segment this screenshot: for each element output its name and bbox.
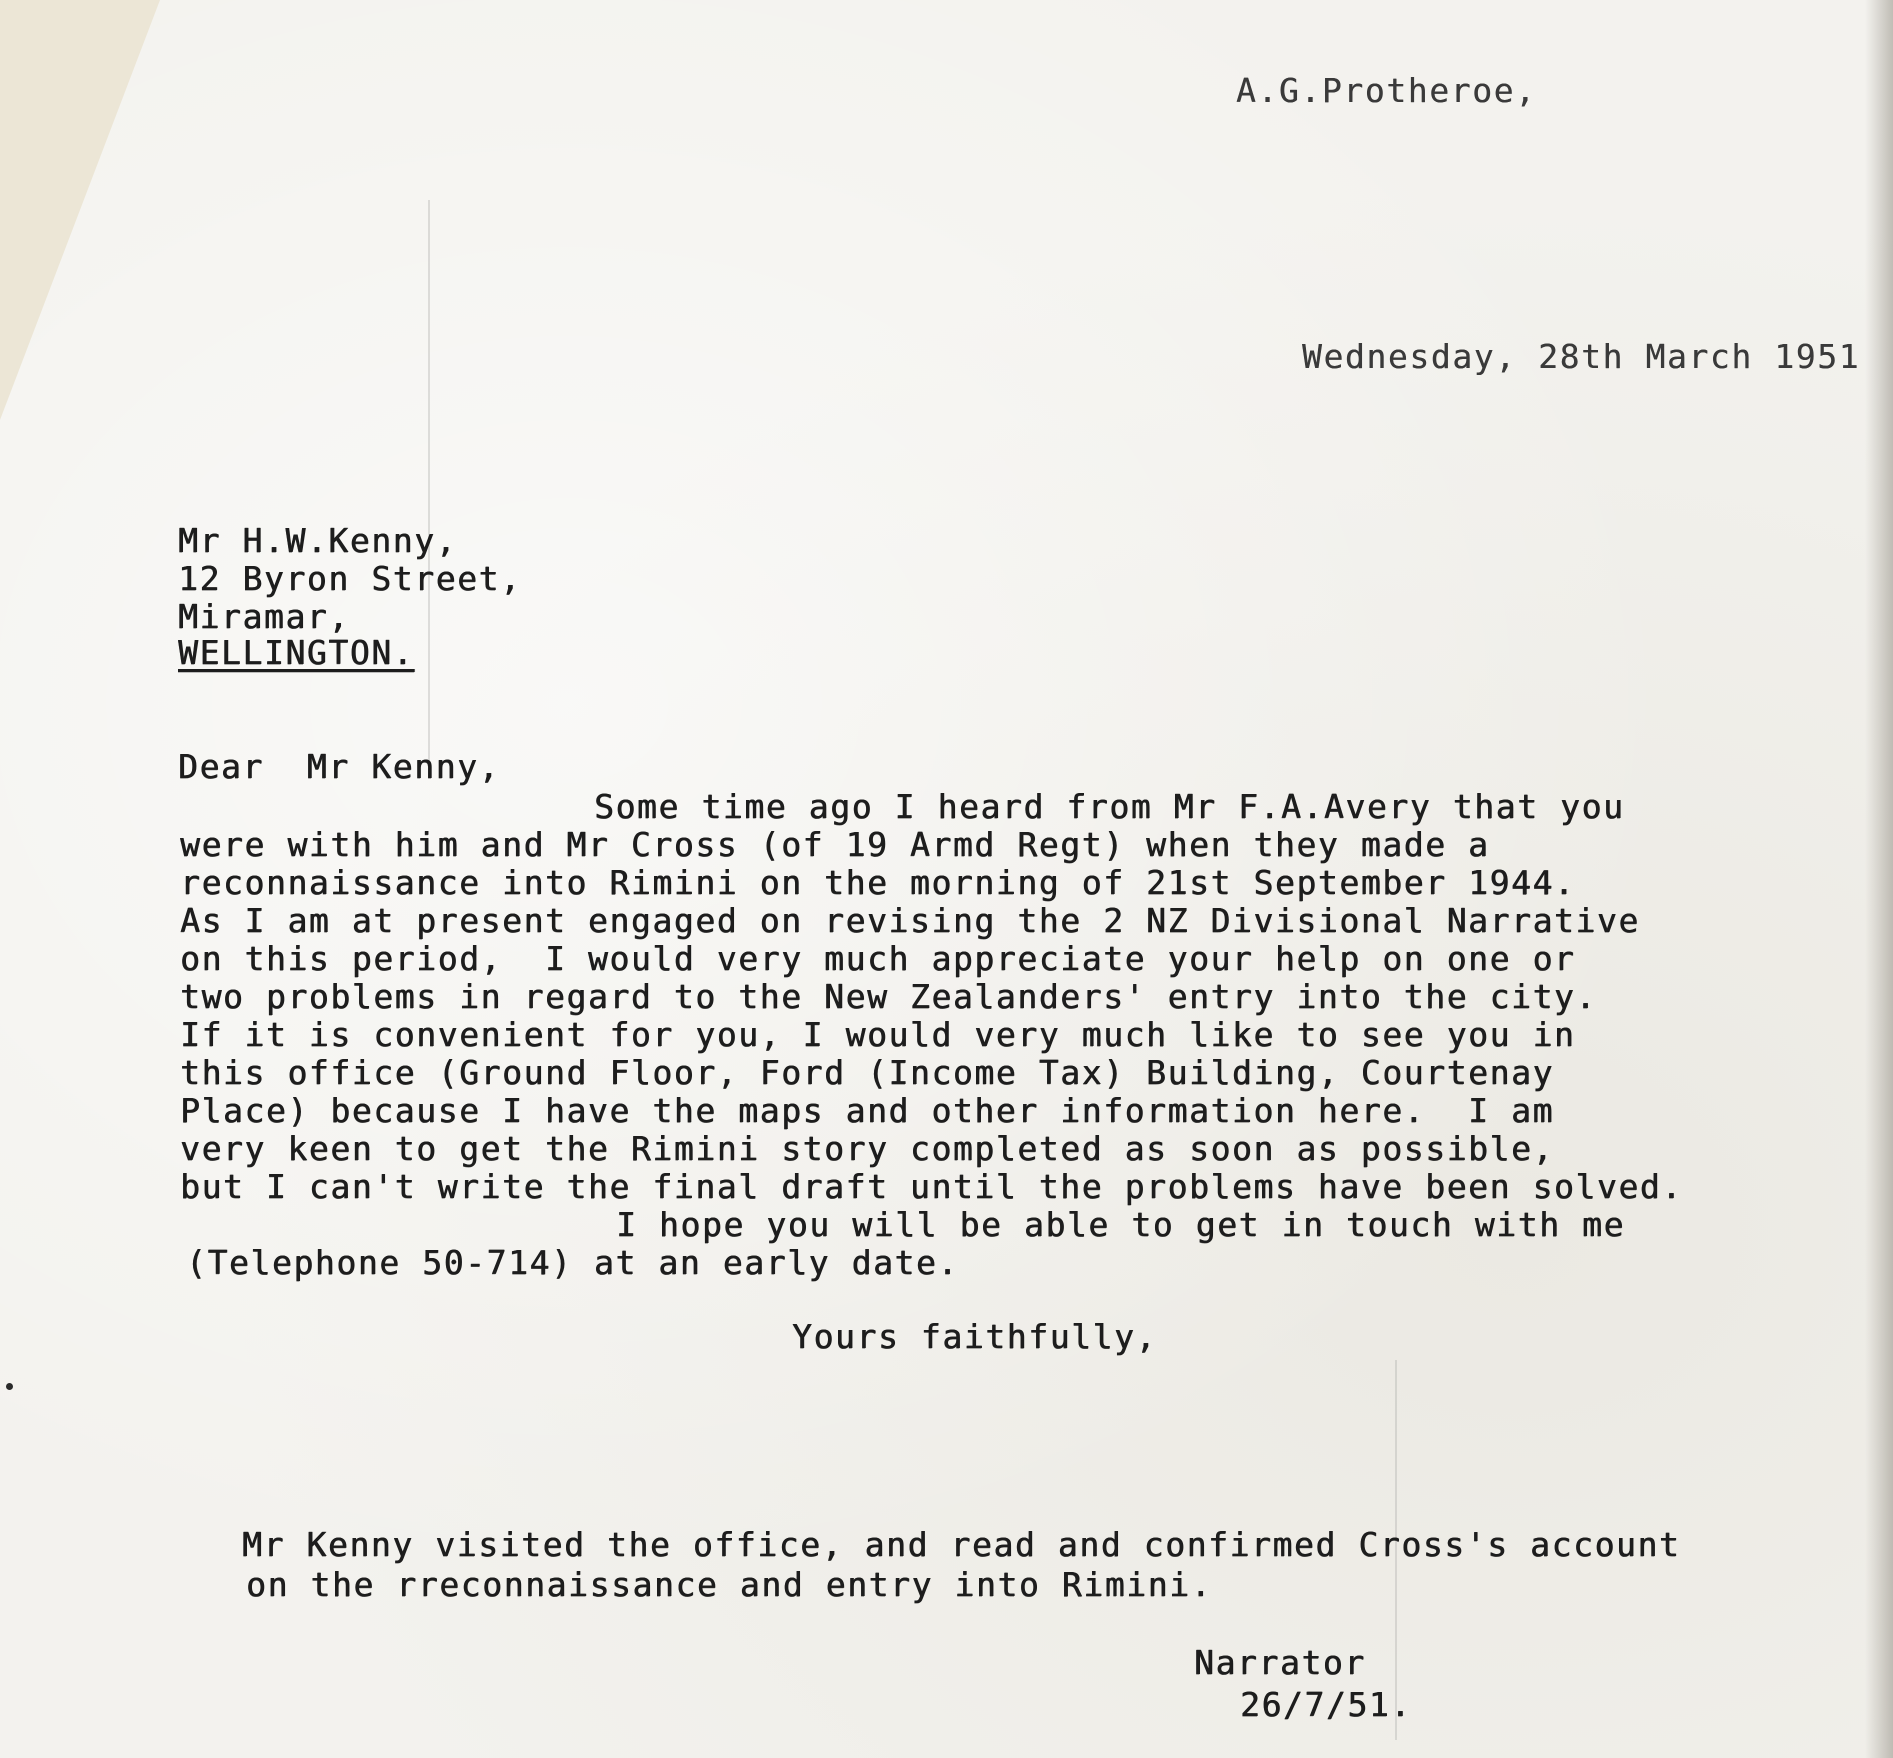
- date-line: Wednesday, 28th March 1951: [1302, 338, 1861, 376]
- paper-crease: [428, 200, 430, 760]
- body-line-5: on this period, I would very much appreciate your help on one or: [180, 939, 1576, 978]
- note-date: 26/7/51.: [1240, 1685, 1412, 1724]
- body-line-2: were with him and Mr Cross (of 19 Armd Regt) when they made a: [180, 825, 1490, 864]
- recipient-suburb: Miramar,: [178, 597, 350, 636]
- paper-right-edge: [1865, 0, 1893, 1758]
- body-line-7: If it is convenient for you, I would very much like to see you in: [180, 1015, 1576, 1054]
- ink-dot: [6, 1383, 13, 1390]
- body-line-4: As I am at present engaged on revising the 2 NZ Divisional Narrative: [180, 901, 1640, 940]
- body-line-6: two problems in regard to the New Zealanders' entry into the city.: [180, 977, 1597, 1016]
- body2-line-1: I hope you will be able to get in touch with me: [616, 1205, 1625, 1244]
- note-line-1: Mr Kenny visited the office, and read and confirmed Cross's account: [242, 1525, 1681, 1564]
- recipient-street: 12 Byron Street,: [178, 559, 522, 598]
- body-line-10: very keen to get the Rimini story completed as soon as possible,: [180, 1129, 1554, 1168]
- sender-line: A.G.Protheroe,: [1236, 71, 1537, 110]
- body-line-8: this office (Ground Floor, Ford (Income Tax) Building, Courtenay: [180, 1053, 1554, 1092]
- body-line-3: reconnaissance into Rimini on the morning of 21st September 1944.: [180, 863, 1576, 902]
- recipient-city: WELLINGTON.: [178, 633, 415, 672]
- body2-line-2: (Telephone 50-714) at an early date.: [186, 1243, 959, 1282]
- body-line-1: Some time ago I heard from Mr F.A.Avery that you: [594, 787, 1625, 826]
- salutation: Dear Mr Kenny,: [178, 747, 501, 786]
- body-line-11: but I can't write the final draft until the problems have been solved.: [180, 1167, 1683, 1206]
- note-line-2: on the rreconnaissance and entry into Rimini.: [246, 1565, 1213, 1604]
- note-signature: Narrator: [1194, 1643, 1366, 1682]
- recipient-name: Mr H.W.Kenny,: [178, 521, 458, 560]
- closing: Yours faithfully,: [792, 1317, 1157, 1356]
- body-line-9: Place) because I have the maps and other information here. I am: [180, 1091, 1554, 1130]
